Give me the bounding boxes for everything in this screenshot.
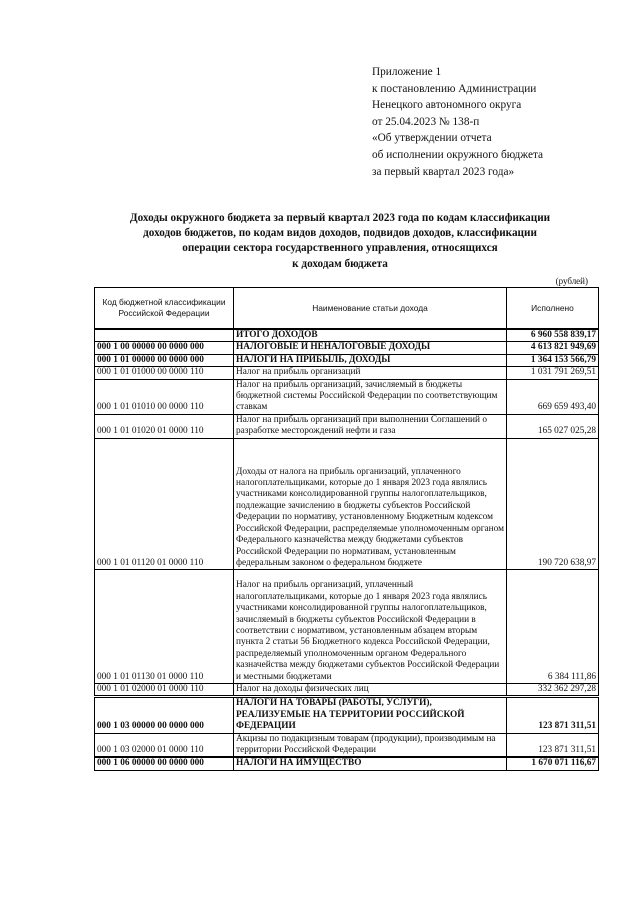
- row-amount: 190 720 638,97: [507, 438, 599, 570]
- appendix-line: Приложение 1: [372, 66, 442, 78]
- table-row: [95, 733, 599, 757]
- table-row: [95, 697, 599, 733]
- appendix-line: «Об утверждении отчета: [372, 132, 492, 145]
- row-amount: 165 027 025,28: [507, 414, 599, 438]
- row-name: Налог на прибыль организаций, уплаченный налогоплательщиками, которые до 1 января 2023 года являлись участниками консолидированной группы налогоплательщиков, зачисляемый в бюджеты субъектов Российской Федерации в соответствии с нормативом, установленным абзацем вторым пункта 2 статьи 56 Бюджетного кодекса Российской Федерации, распределяемый уполномоченным органом Федерального казначейства между бюджетами субъектов Российской Федерации и местными бюджетами: [234, 570, 507, 684]
- row-amount: 1 031 791 269,51: [507, 367, 599, 379]
- row-amount: 4 613 821 949,69: [507, 342, 599, 354]
- row-name: НАЛОГИ НА ТОВАРЫ (РАБОТЫ, УСЛУГИ), РЕАЛИЗУЕМЫЕ НА ТЕРРИТОРИИ РОССИЙСКОЙ ФЕДЕРАЦИИ: [234, 697, 507, 733]
- row-code: 000 1 01 01020 01 0000 110: [95, 414, 234, 438]
- row-name: ИТОГО ДОХОДОВ: [234, 329, 507, 342]
- table-row: [95, 757, 599, 770]
- row-code: 000 1 01 01130 01 0000 110: [95, 570, 234, 684]
- table-row: [95, 438, 599, 570]
- row-name: Налог на прибыль организаций: [234, 367, 507, 379]
- row-amount: 6 384 111,86: [507, 570, 599, 684]
- row-name: Доходы от налога на прибыль организаций, уплаченного налогоплательщиками, которые до 1 января 2023 года являлись участниками консолидированной группы налогоплательщиков, подлежащие зачислению в бюджеты субъектов Российской Федерации по нормативу, установленному Бюджетным кодексом Российской Федерации, распределяемые уполномоченным органом Федерального казначейства между бюджетами субъектов Российской Федерации по нормативам, установленным федеральным законом о федеральном бюджете: [234, 438, 507, 570]
- document-title: [90, 211, 590, 272]
- title-line: Доходы окружного бюджета за первый квартал 2023 года по кодам классификации: [129, 212, 551, 224]
- title-line: к доходам бюджета: [292, 257, 388, 270]
- appendix-line: об исполнении окружного бюджета: [372, 148, 544, 161]
- row-amount: 6 960 558 839,17: [507, 329, 599, 342]
- table-row: [95, 342, 599, 354]
- row-amount: 669 659 493,40: [507, 379, 599, 414]
- row-name: Акцизы по подакцизным товарам (продукции), производимым на территории Российской Федерации: [234, 733, 507, 757]
- table-row: [95, 379, 599, 414]
- row-amount: 1 364 153 566,79: [507, 354, 599, 366]
- title-line: операции сектора государственного управления, относящихся: [182, 242, 498, 255]
- row-amount: 332 362 297,28: [507, 683, 599, 696]
- row-code: 000 1 03 02000 01 0000 110: [95, 733, 234, 757]
- row-code: 000 1 01 01010 00 0000 110: [95, 379, 234, 414]
- row-code: [95, 329, 234, 342]
- row-name: Налог на прибыль организаций при выполнении Соглашений о разработке месторождений нефти и газа: [234, 414, 507, 438]
- row-amount: 123 871 311,51: [507, 697, 599, 733]
- row-name: Налог на прибыль организаций, зачисляемый в бюджеты бюджетной системы Российской Федерации по соответствующим ставкам: [234, 379, 507, 414]
- appendix-block: [372, 64, 622, 180]
- table-row: [95, 354, 599, 366]
- header-amount: Исполнено: [507, 288, 599, 330]
- row-code: 000 1 03 00000 00 0000 000: [95, 697, 234, 733]
- table-row: [95, 367, 599, 379]
- appendix-line: Ненецкого автономного округа: [372, 99, 522, 112]
- table-header-row: [95, 288, 599, 330]
- table-row: [95, 414, 599, 438]
- row-code: 000 1 01 01120 01 0000 110: [95, 438, 234, 570]
- header-code: Код бюджетной классификации Российской Федерации: [95, 288, 234, 330]
- table-row: [95, 683, 599, 696]
- table-row: [95, 570, 599, 684]
- row-name: Налог на доходы физических лиц: [234, 683, 507, 696]
- appendix-line: за первый квартал 2023 года»: [372, 165, 515, 178]
- row-amount: 1 670 071 116,67: [507, 757, 599, 770]
- row-name: НАЛОГОВЫЕ И НЕНАЛОГОВЫЕ ДОХОДЫ: [234, 342, 507, 354]
- row-code: 000 1 01 02000 01 0000 110: [95, 683, 234, 696]
- row-name: НАЛОГИ НА ПРИБЫЛЬ, ДОХОДЫ: [234, 354, 507, 366]
- title-line: доходов бюджетов, по кодам видов доходов, подвидов доходов, классификации: [143, 227, 537, 240]
- row-code: 000 1 01 00000 00 0000 000: [95, 354, 234, 366]
- table-row: [95, 329, 599, 342]
- header-name: Наименование статьи дохода: [234, 288, 507, 330]
- appendix-line: к постановлению Администрации: [372, 82, 537, 95]
- appendix-line: от 25.04.2023 № 138-п: [372, 115, 480, 128]
- units-label: (рублей): [555, 276, 588, 286]
- row-code: 000 1 01 01000 00 0000 110: [95, 367, 234, 379]
- row-code: 000 1 06 00000 00 0000 000: [95, 757, 234, 770]
- row-code: 000 1 00 00000 00 0000 000: [95, 342, 234, 354]
- row-name: НАЛОГИ НА ИМУЩЕСТВО: [234, 757, 507, 770]
- income-table: [94, 287, 599, 771]
- row-amount: 123 871 311,51: [507, 733, 599, 757]
